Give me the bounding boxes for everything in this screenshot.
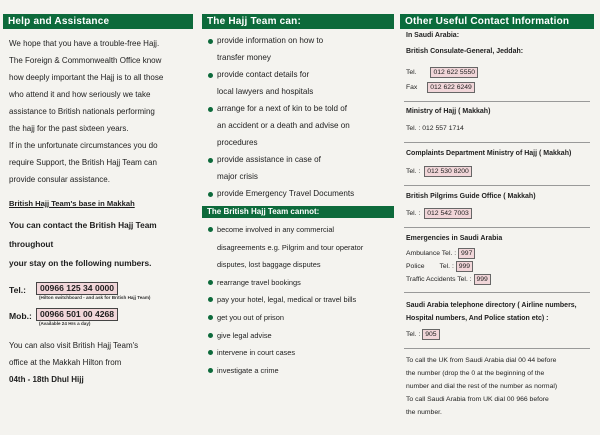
directory-tel-label: Tel. :	[406, 331, 421, 338]
intro-line: how deeply important the Hajj is to all those	[9, 73, 164, 82]
pilgrims-tel-label: Tel. :	[406, 210, 421, 217]
complaints-tel-row	[406, 166, 594, 178]
bullet-icon	[208, 297, 213, 302]
hajj-team-cannot-header: The British Hajj Team cannot:	[202, 206, 394, 218]
ambulance-row	[406, 248, 594, 259]
intro-line: the hajj for the past sixteen years.	[9, 124, 129, 133]
can-item-continued	[202, 83, 394, 100]
base-heading: British Hajj Team's base in Makkah	[9, 199, 135, 208]
bullet-icon	[208, 192, 213, 197]
cannot-item-text: investigate a crime	[217, 365, 279, 375]
cannot-item	[202, 362, 394, 380]
directory-heading: Saudi Arabia telephone directory ( Airline numbers, Hospital numbers, And Police station etc) :	[406, 302, 577, 322]
help-assistance-column	[3, 14, 193, 388]
traffic-row	[406, 274, 594, 285]
in-saudi-label: In Saudi Arabia:	[406, 32, 460, 39]
can-item-text: transfer money	[217, 53, 271, 62]
ambulance-number[interactable]: 997	[458, 248, 475, 259]
consulate-fax-row	[406, 82, 594, 94]
can-item	[202, 32, 394, 49]
cannot-item-text: rearrange travel bookings	[217, 277, 301, 287]
can-item-text: provide information on how to	[217, 36, 324, 45]
can-item-text: provide assistance in case of	[217, 155, 321, 164]
tel-number[interactable]: 00966 125 34 0000	[36, 282, 118, 295]
cannot-item	[202, 344, 394, 362]
bullet-icon	[208, 280, 213, 285]
can-item-continued	[202, 134, 394, 151]
can-item-text: procedures	[217, 138, 258, 147]
cannot-item	[202, 327, 394, 345]
can-item-text: an accident or a death and advise on	[217, 121, 350, 130]
consulate-tel[interactable]: 012 622 5550	[430, 67, 478, 78]
intro-paragraph	[9, 35, 193, 188]
intro-line: who attend it and how seriously we take	[9, 90, 151, 99]
consulate-heading: British Consulate-General, Jeddah:	[406, 48, 524, 55]
dial-line: the number (drop the 0 at the beginning of the	[406, 370, 545, 377]
intro-line: require Support, the British Hajj Team can	[9, 158, 157, 167]
intro-line: assistance to British nationals performing	[9, 107, 155, 116]
pilgrims-heading: British Pilgrims Guide Office ( Makkah)	[406, 193, 536, 200]
consulate-tel-label: Tel.	[406, 69, 417, 76]
can-item	[202, 151, 394, 168]
cannot-item-text: intervene in court cases	[217, 348, 296, 358]
mob-label: Mob.:	[9, 311, 32, 321]
cannot-item-text: get you out of prison	[217, 312, 284, 322]
contact-line: your stay on the following numbers.	[9, 258, 152, 268]
divider	[404, 101, 590, 102]
divider	[404, 292, 590, 293]
complaints-tel[interactable]: 012 530 8200	[424, 166, 472, 177]
can-item-continued	[202, 168, 394, 185]
can-item-text: arrange for a next of kin to be told of	[217, 104, 348, 113]
bullet-icon	[208, 350, 213, 355]
can-list	[202, 32, 394, 202]
complaints-tel-label: Tel. :	[406, 168, 421, 175]
dial-line: To call Saudi Arabia from UK dial 00 966 before	[406, 396, 549, 403]
visit-text	[9, 337, 193, 388]
hajj-team-can-header: The Hajj Team can:	[202, 14, 394, 29]
dial-line: the number.	[406, 409, 442, 416]
mob-row	[9, 307, 193, 333]
can-item-continued	[202, 117, 394, 134]
can-item	[202, 66, 394, 83]
tel-label: Tel.:	[9, 285, 27, 295]
directory-tel[interactable]: 905	[422, 329, 439, 340]
cannot-item-text: give legal advise	[217, 330, 272, 340]
contact-info-column	[400, 14, 594, 419]
cannot-item-continued	[202, 239, 394, 257]
divider	[404, 185, 590, 186]
cannot-list	[202, 221, 394, 379]
tel-note: (Hilton switchboard - and ask for British Hajj Team)	[39, 295, 151, 300]
bullet-icon	[208, 333, 213, 338]
contact-text	[9, 216, 193, 273]
contact-line: You can contact the British Hajj Team throughout	[9, 220, 157, 249]
cannot-item-text: disputes, lost baggage disputes	[217, 260, 321, 270]
cannot-item	[202, 291, 394, 309]
cannot-item-text: pay your hotel, legal, medical or travel bills	[217, 295, 357, 305]
consulate-tel-row	[406, 67, 594, 79]
can-item-text: provide Emergency Travel Documents	[217, 189, 355, 198]
divider	[404, 142, 590, 143]
mob-note: (Available 24 Hrs a day)	[39, 321, 91, 326]
dial-line: number and dial the rest of the number as normal)	[406, 383, 558, 390]
cannot-item	[202, 309, 394, 327]
police-number[interactable]: 999	[456, 261, 473, 272]
dialing-instructions	[406, 354, 594, 419]
cannot-item	[202, 274, 394, 292]
ambulance-label: Ambulance Tel. :	[406, 250, 457, 257]
can-item-text: major crisis	[217, 172, 258, 181]
tel-row	[9, 281, 193, 307]
cannot-item-text: disagreements e.g. Pilgrim and tour operator	[217, 242, 364, 252]
intro-line: We hope that you have a trouble-free Hajj.	[9, 39, 160, 48]
bullet-icon	[208, 73, 213, 78]
can-item	[202, 100, 394, 117]
complaints-heading: Complaints Department Ministry of Hajj ( Makkah)	[406, 150, 572, 157]
intro-line: The Foreign & Commonwealth Office know	[9, 56, 162, 65]
divider	[404, 227, 590, 228]
police-label: Police Tel. :	[406, 263, 454, 270]
ministry-tel: Tel. : 012 557 1714	[406, 125, 464, 132]
dial-line: To call the UK from Saudi Arabia dial 00 44 before	[406, 357, 557, 364]
traffic-label: Traffic Accidents Tel. :	[406, 276, 472, 283]
can-item-text: local lawyers and hospitals	[217, 87, 314, 96]
consulate-fax-label: Fax	[406, 84, 418, 91]
intro-line: provide consular assistance.	[9, 175, 110, 184]
contact-info-header: Other Useful Contact Information	[400, 14, 594, 29]
police-row	[406, 261, 594, 272]
visit-dates: 04th - 18th Dhul Hijj	[9, 375, 84, 384]
directory-tel-row	[406, 329, 594, 341]
can-item	[202, 185, 394, 202]
visit-line: office at the Makkah Hilton from	[9, 358, 122, 367]
bullet-icon	[208, 315, 213, 320]
consulate-fax[interactable]: 012 622 6249	[427, 82, 475, 93]
cannot-item-text: become involved in any commercial	[217, 225, 335, 234]
mob-number[interactable]: 00966 501 00 4268	[36, 308, 118, 321]
ministry-heading: Ministry of Hajj ( Makkah)	[406, 108, 491, 115]
pilgrims-tel[interactable]: 012 542 7003	[424, 208, 472, 219]
divider	[404, 348, 590, 349]
can-item-text: provide contact details for	[217, 70, 310, 79]
can-item-continued	[202, 49, 394, 66]
emergencies-heading: Emergencies in Saudi Arabia	[406, 235, 503, 242]
bullet-icon	[208, 107, 213, 112]
cannot-item	[202, 221, 394, 239]
bullet-icon	[208, 158, 213, 163]
hajj-team-column	[202, 14, 394, 379]
bullet-icon	[208, 368, 213, 373]
pilgrims-tel-row	[406, 208, 594, 220]
bullet-icon	[208, 39, 213, 44]
traffic-number[interactable]: 999	[474, 274, 491, 285]
help-assistance-header: Help and Assistance	[3, 14, 193, 29]
visit-line: You can also visit British Hajj Team's	[9, 341, 139, 350]
intro-line: If in the unfortunate circumstances you do	[9, 141, 158, 150]
cannot-item-continued	[202, 256, 394, 274]
bullet-icon	[208, 227, 213, 232]
